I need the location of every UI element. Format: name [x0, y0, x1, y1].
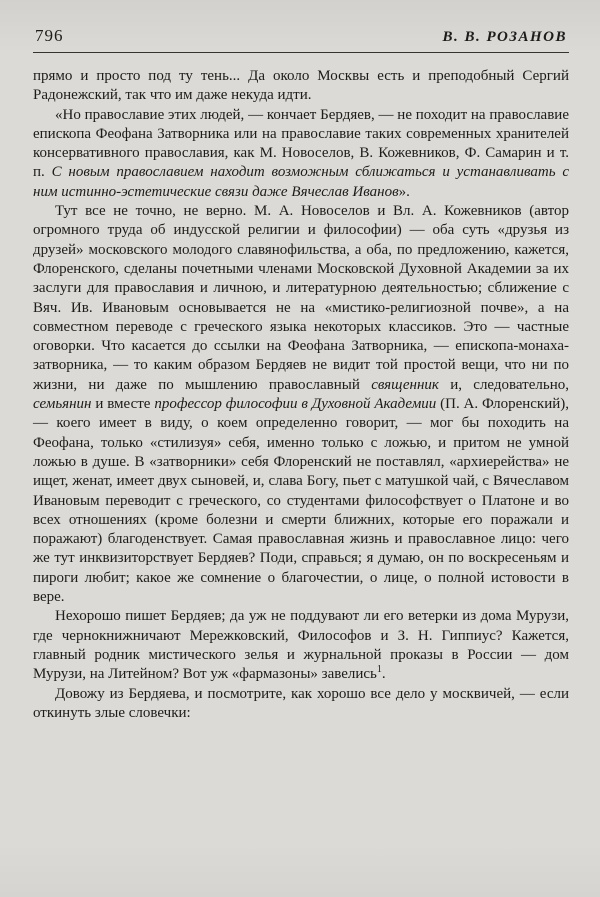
text-segment: .: [381, 666, 386, 683]
paragraph: [33, 685, 569, 724]
paragraph: [33, 607, 569, 684]
paragraph: [33, 67, 569, 106]
text-segment: семьянин: [33, 396, 92, 413]
running-header: [33, 26, 569, 52]
text-segment: (П. А. Флоренский), — коего имеет в виду, о коем определенно говорит, — мог бы походить на Феофана, только «стилизуя» себя, именно только с ложью, и притом не умной ложью в душе. В «затворники» себя Флоренский не поставлял, «архиерейства» не ищет, женат, имеет двух сыновей, и, слава Богу, пьет с матушкой чай, с Вячеславом Ивановым переводит с греческого, со студентами философствует о Платоне и во всех отношениях (кроме болезни и смерти ближних, которые его поражали и поражают) благоденствует. Самая православная жизнь и православное лицо: чего же тут инквизиторствует Бердяев? Поди, справься; я думаю, он по воскресеньям и пироги любит; какое же сомнение о благочестии, о лице, о полной истовости в вере.: [33, 396, 569, 606]
text-segment: Нехорошо пишет Бердяев; да уж не поддувают ли его ветерки из дома Мурузи, где чернокнижничают Мережковский, Философов и З. Н. Гиппиус? Кажется, главный родник мистического зелья и журнальной проказы в России — дом Мурузи, на Литейном? Вот уж «фармазоны» завелись: [33, 608, 569, 683]
text-segment: прямо и просто под ту тень... Да около Москвы есть и преподобный Сергий Радонежский, так что им даже некуда идти.: [33, 68, 569, 104]
text-segment: Тут все не точно, не верно. М. А. Новоселов и Вл. А. Кожевников (автор огромного труда об индусской религии и философии) — оба суть «друзья из друзей» московского молодого славянофильства, а оба, по предложению, кажется, Флоренского, сделаны почетными членами Московской Духовной Академии за их заслуги для православия и личною, и литературною деятельностью; сближение с Вяч. Ив. Ивановым основывается не на «мистико-религиозной почве», а на совместном переводе с греческого языка некоторых классиков. Это — частные оговорки. Что касается до ссылки на Феофана Затворника, — епископа-монаха-затворника, — то каким образом Бердяев не видит той простой вещи, что ни по жизни, ни даже по мышлению православный: [33, 203, 569, 393]
text-segment: профессор философии в Духовной Академии: [154, 396, 437, 413]
page-number: 796: [35, 26, 64, 45]
header-rule: [33, 52, 569, 53]
paragraph: [33, 106, 569, 202]
text-segment: и, следовательно,: [438, 376, 569, 393]
footnote-marker: 1: [376, 664, 382, 676]
running-header-author: В. В. РОЗАНОВ: [442, 29, 567, 45]
text-segment: священник: [371, 376, 439, 393]
text-segment: ».: [398, 183, 410, 200]
text-segment: Довожу из Бердяева, и посмотрите, как хорошо все дело у москвичей, — если откинуть злые словечки:: [33, 685, 569, 721]
paragraph: [33, 202, 569, 607]
page-body: [33, 67, 569, 723]
text-segment: С новым православием находит возможным сближаться и устанавливать с ним истинно-эстетические связи даже Вячеслав Иванов: [33, 164, 569, 200]
text-segment: и вместе: [91, 396, 155, 413]
text-segment: «Но православие этих людей, — кончает Бердяев, — не походит на православие епископа Феофана Затворника или на православие таких современных хранителей консервативного православия, как М. Новоселов, В. Кожевников, Ф. Самарин и т. п.: [33, 106, 569, 181]
